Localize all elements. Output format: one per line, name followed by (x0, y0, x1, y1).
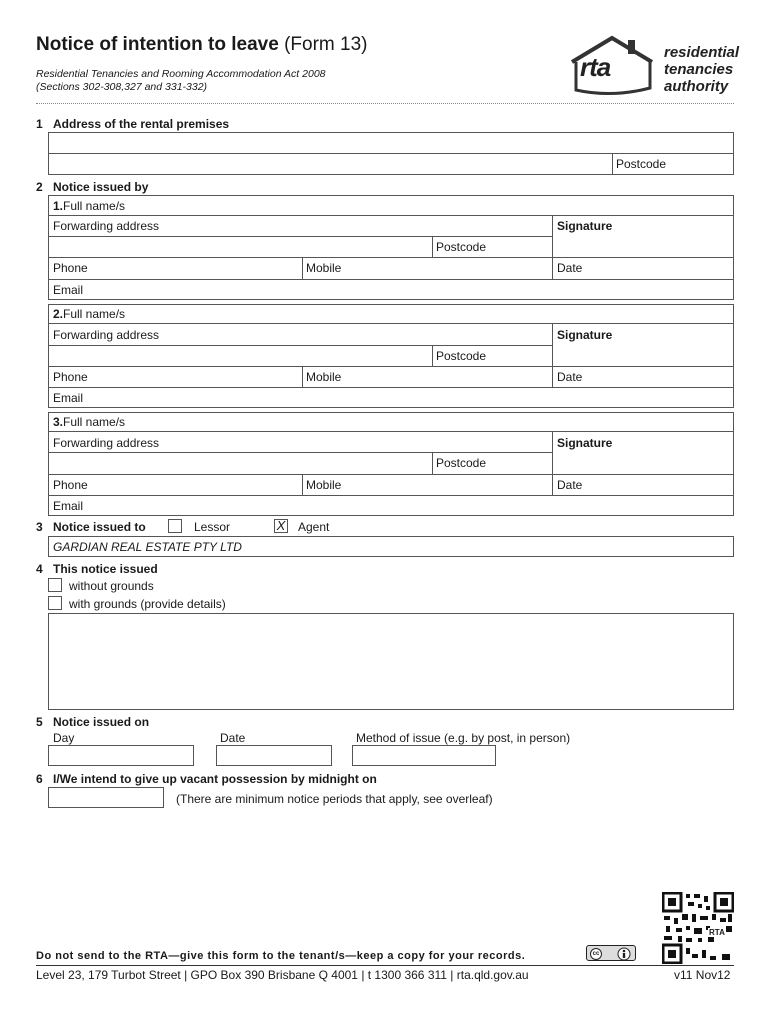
issued-date-input[interactable] (216, 745, 332, 766)
section-5-title: Notice issued on (53, 715, 150, 729)
person-3-postcode-divider (432, 452, 433, 474)
rta-logo (566, 32, 740, 100)
form-title (36, 34, 368, 56)
person-2-postcode-label: Postcode (436, 349, 487, 363)
person-1-number: 1. (53, 199, 64, 213)
person-1-mobile-divider (302, 257, 303, 279)
header-divider (36, 103, 734, 104)
person-1-signature-divider (552, 215, 553, 257)
cc-icon: cc (590, 948, 602, 960)
person-2-phone-label: Phone (53, 370, 88, 384)
person-1-full-name-label: Full name/s (63, 199, 126, 213)
person-3-mobile-divider (302, 474, 303, 495)
with-grounds-label: with grounds (provide details) (69, 597, 226, 611)
rta-logo-text: rta (580, 52, 611, 82)
person-2-signature-label: Signature (557, 328, 613, 342)
person-1-mobile-label: Mobile (306, 261, 342, 275)
agent-checkbox[interactable]: X (274, 519, 288, 533)
issued-date-label: Date (220, 731, 246, 745)
person-3-name-label (53, 415, 125, 429)
footer-divider (36, 965, 734, 966)
person-3-phone-label: Phone (53, 478, 88, 492)
person-3-block (48, 412, 734, 516)
person-2-line-d (48, 387, 734, 388)
person-3-forwarding-label: Forwarding address (53, 436, 160, 450)
section-5-number: 5 (36, 715, 43, 729)
vacate-date-input[interactable] (48, 787, 164, 808)
form-number: (Form 13) (284, 34, 368, 55)
lessor-label: Lessor (194, 520, 231, 534)
person-1-line-b (48, 236, 552, 237)
person-2-full-name-label: Full name/s (63, 307, 126, 321)
person-2-line-b (48, 345, 552, 346)
person-1-email-label: Email (53, 283, 84, 297)
lessor-checkbox[interactable] (168, 519, 182, 533)
notice-period-note: (There are minimum notice periods that apply, see overleaf) (176, 792, 493, 806)
person-3-line-a (48, 431, 734, 432)
grounds-details-textarea[interactable] (48, 613, 734, 710)
person-1-date-label: Date (557, 261, 583, 275)
section-3-title: Notice issued to (53, 520, 146, 534)
without-grounds-label: without grounds (69, 579, 154, 593)
issued-to-name-value: GARDIAN REAL ESTATE PTY LTD (53, 540, 242, 554)
attribution-icon (617, 947, 631, 961)
issue-method-label: Method of issue (e.g. by post, in person) (356, 731, 571, 745)
person-2-postcode-divider (432, 345, 433, 366)
premises-postcode-divider (612, 153, 613, 175)
org-line-3: authority (664, 78, 729, 95)
person-2-signature-divider (552, 323, 553, 366)
creative-commons-badge (586, 945, 636, 961)
footer-address: Level 23, 179 Turbot Street | GPO Box 390 Brisbane Q 4001 | t 1300 366 311 | rta.qld.gov.au (36, 968, 529, 982)
person-2-forwarding-label: Forwarding address (53, 328, 160, 342)
person-3-line-b (48, 452, 552, 453)
person-2-date-divider (552, 366, 553, 387)
person-2-line-a (48, 323, 734, 324)
qr-code (662, 892, 734, 964)
person-2-name-label (53, 307, 125, 321)
section-2-title: Notice issued by (53, 180, 149, 194)
person-3-line-d (48, 495, 734, 496)
person-3-date-label: Date (557, 478, 583, 492)
person-2-number: 2. (53, 307, 64, 321)
person-3-date-divider (552, 474, 553, 495)
person-3-mobile-label: Mobile (306, 478, 342, 492)
agent-label: Agent (298, 520, 330, 534)
premises-address-input[interactable] (50, 134, 732, 152)
person-1-date-divider (552, 257, 553, 279)
org-line-2: tenancies (664, 61, 734, 78)
form-version: v11 Nov12 (674, 968, 731, 982)
person-2-mobile-label: Mobile (306, 370, 342, 384)
section-6-number: 6 (36, 772, 43, 786)
form-title-main: Notice of intention to leave (36, 34, 279, 55)
person-3-full-name-label: Full name/s (63, 415, 126, 429)
org-name (664, 44, 739, 95)
section-1-number: 1 (36, 117, 43, 131)
section-4-number: 4 (36, 562, 43, 576)
premises-address-divider (48, 153, 734, 154)
person-2-line-c (48, 366, 734, 367)
person-1-signature-label: Signature (557, 219, 613, 233)
person-1-postcode-label: Postcode (436, 240, 487, 254)
person-2-email-label: Email (53, 391, 84, 405)
without-grounds-checkbox[interactable] (48, 578, 62, 592)
person-1-phone-label: Phone (53, 261, 88, 275)
with-grounds-checkbox[interactable] (48, 596, 62, 610)
issued-day-label: Day (53, 731, 75, 745)
person-2-block (48, 304, 734, 408)
section-4-title: This notice issued (53, 562, 158, 576)
section-3-number: 3 (36, 520, 43, 534)
person-3-signature-label: Signature (557, 436, 613, 450)
issued-day-input[interactable] (48, 745, 194, 766)
qr-label: RTA (709, 928, 725, 937)
section-6-title: I/We intend to give up vacant possession by midnight on (53, 772, 377, 786)
act-reference (36, 68, 326, 94)
section-2-number: 2 (36, 180, 43, 194)
person-1-forwarding-label: Forwarding address (53, 219, 160, 233)
person-3-email-label: Email (53, 499, 84, 513)
person-3-postcode-label: Postcode (436, 456, 487, 470)
person-1-postcode-divider (432, 236, 433, 257)
issue-method-input[interactable] (352, 745, 496, 766)
person-3-number: 3. (53, 415, 64, 429)
person-3-line-c (48, 474, 734, 475)
person-1-block (48, 195, 734, 300)
footer-warning: Do not send to the RTA—give this form to the tenant/s—keep a copy for your records. (36, 950, 526, 962)
person-3-signature-divider (552, 431, 553, 474)
act-line-2: (Sections 302-308,327 and 331-332) (36, 81, 208, 93)
person-1-line-c (48, 257, 734, 258)
org-line-1: residential (664, 44, 740, 61)
person-1-line-a (48, 215, 734, 216)
act-line-1: Residential Tenancies and Rooming Accommodation Act 2008 (36, 68, 326, 80)
person-1-name-label (53, 199, 125, 213)
person-2-date-label: Date (557, 370, 583, 384)
section-1-title: Address of the rental premises (53, 117, 230, 131)
person-1-line-d (48, 279, 734, 280)
person-2-mobile-divider (302, 366, 303, 387)
premises-postcode-label: Postcode (616, 157, 667, 171)
